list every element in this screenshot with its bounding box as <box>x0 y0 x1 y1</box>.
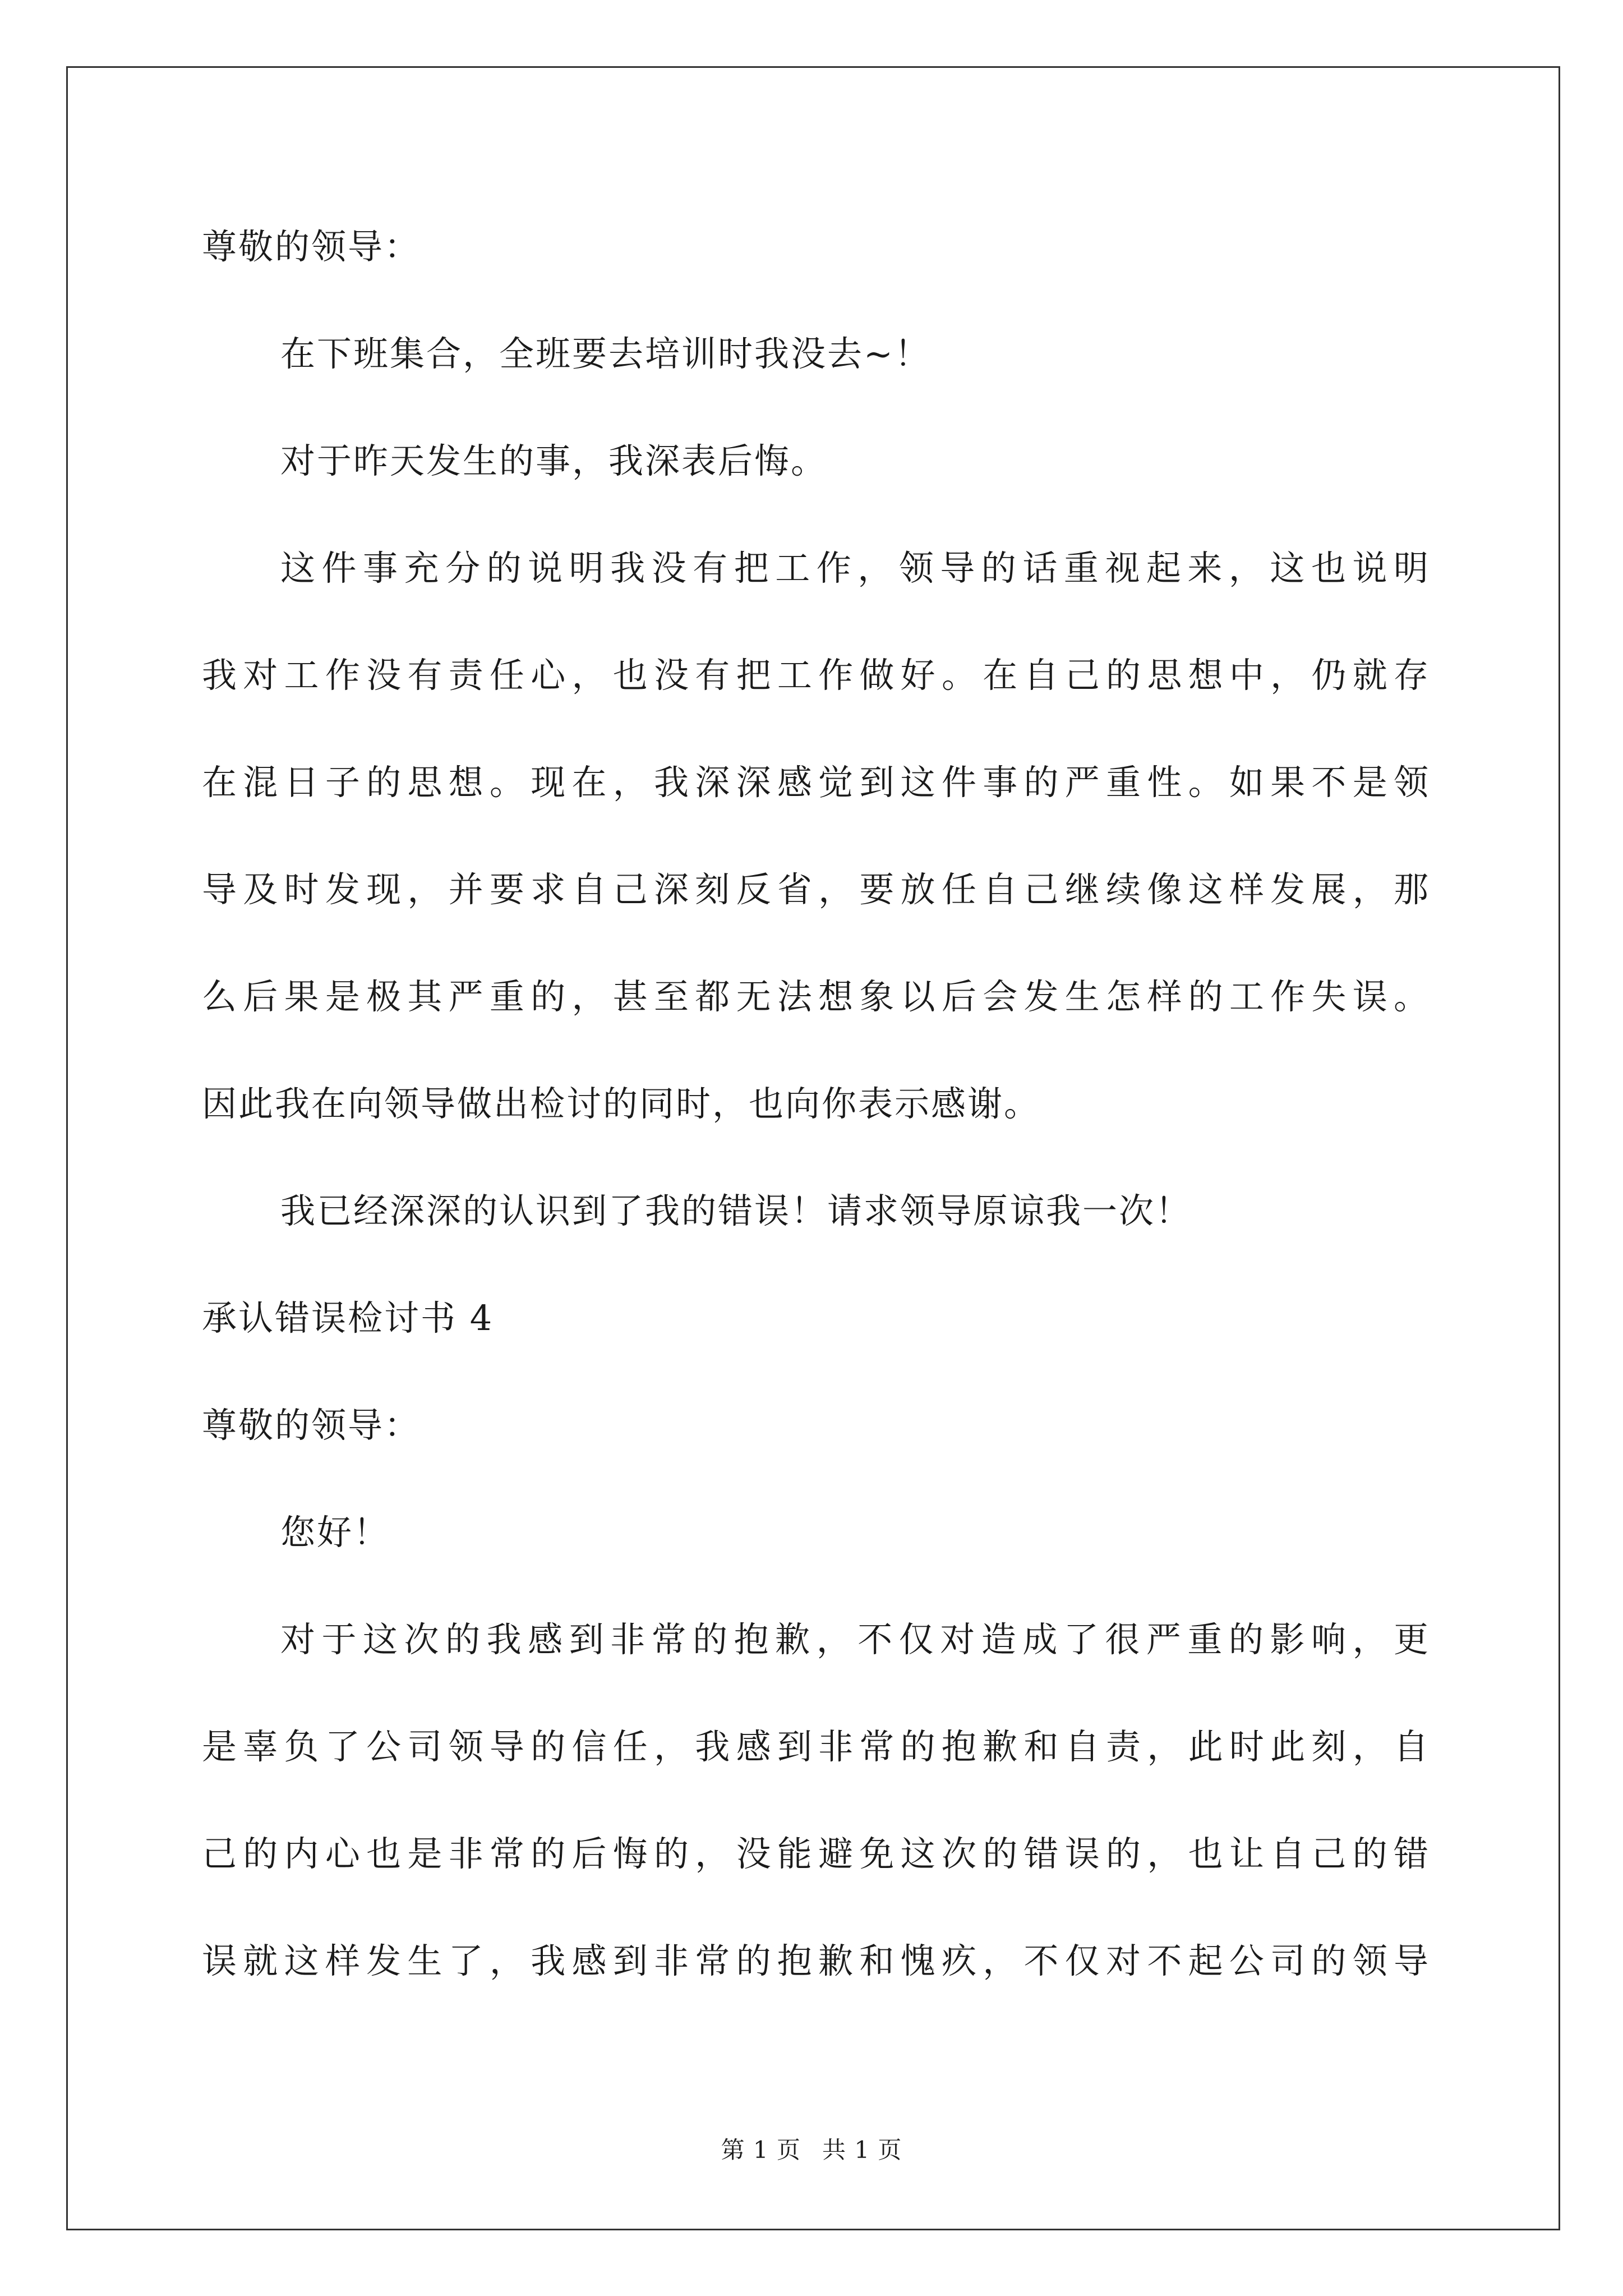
paragraph-line: 这件事充分的说明我没有把工作，领导的话重视起来，这也说明 <box>280 547 1430 588</box>
paragraph-line: 在混日子的思想。现在，我深深感觉到这件事的严重性。如果不是领 <box>202 762 1430 803</box>
paragraph-line: 是辜负了公司领导的信任，我感到非常的抱歉和自责，此时此刻，自 <box>202 1726 1430 1767</box>
page-total: 共 1 页 <box>822 2136 902 2164</box>
paragraph-line: 在下班集合，全班要去培训时我没去~！ <box>280 333 931 374</box>
paragraph-line: 我已经深深的认识到了我的错误！请求领导原谅我一次！ <box>280 1190 1192 1231</box>
paragraph-line: 因此我在向领导做出检讨的同时，也向你表示感谢。 <box>202 1083 1041 1124</box>
page-number: 第 1 页 <box>721 2136 801 2164</box>
paragraph-line: 误就这样发生了，我感到非常的抱歉和愧疚，不仅对不起公司的领导 <box>202 1940 1430 1981</box>
paragraph-line: 对于这次的我感到非常的抱歉，不仅对造成了很严重的影响，更 <box>280 1619 1430 1660</box>
paragraph-line: 我对工作没有责任心，也没有把工作做好。在自己的思想中，仍就存 <box>202 655 1430 696</box>
paragraph-line: 么后果是极其严重的，甚至都无法想象以后会发生怎样的工作失误。 <box>202 976 1430 1017</box>
salutation: 尊敬的领导： <box>202 1405 421 1446</box>
salutation: 尊敬的领导： <box>202 226 421 267</box>
greeting: 您好！ <box>280 1512 390 1553</box>
document-body <box>202 213 1430 2035</box>
paragraph-line: 对于昨天发生的事，我深表后悔。 <box>280 440 828 481</box>
paragraph-line: 导及时发现，并要求自己深刻反省，要放任自己继续像这样发展，那 <box>202 869 1430 910</box>
paragraph-line: 己的内心也是非常的后悔的，没能避免这次的错误的，也让自己的错 <box>202 1833 1430 1874</box>
section-heading: 承认错误检讨书 4 <box>202 1297 494 1338</box>
page-footer <box>0 2132 1623 2165</box>
